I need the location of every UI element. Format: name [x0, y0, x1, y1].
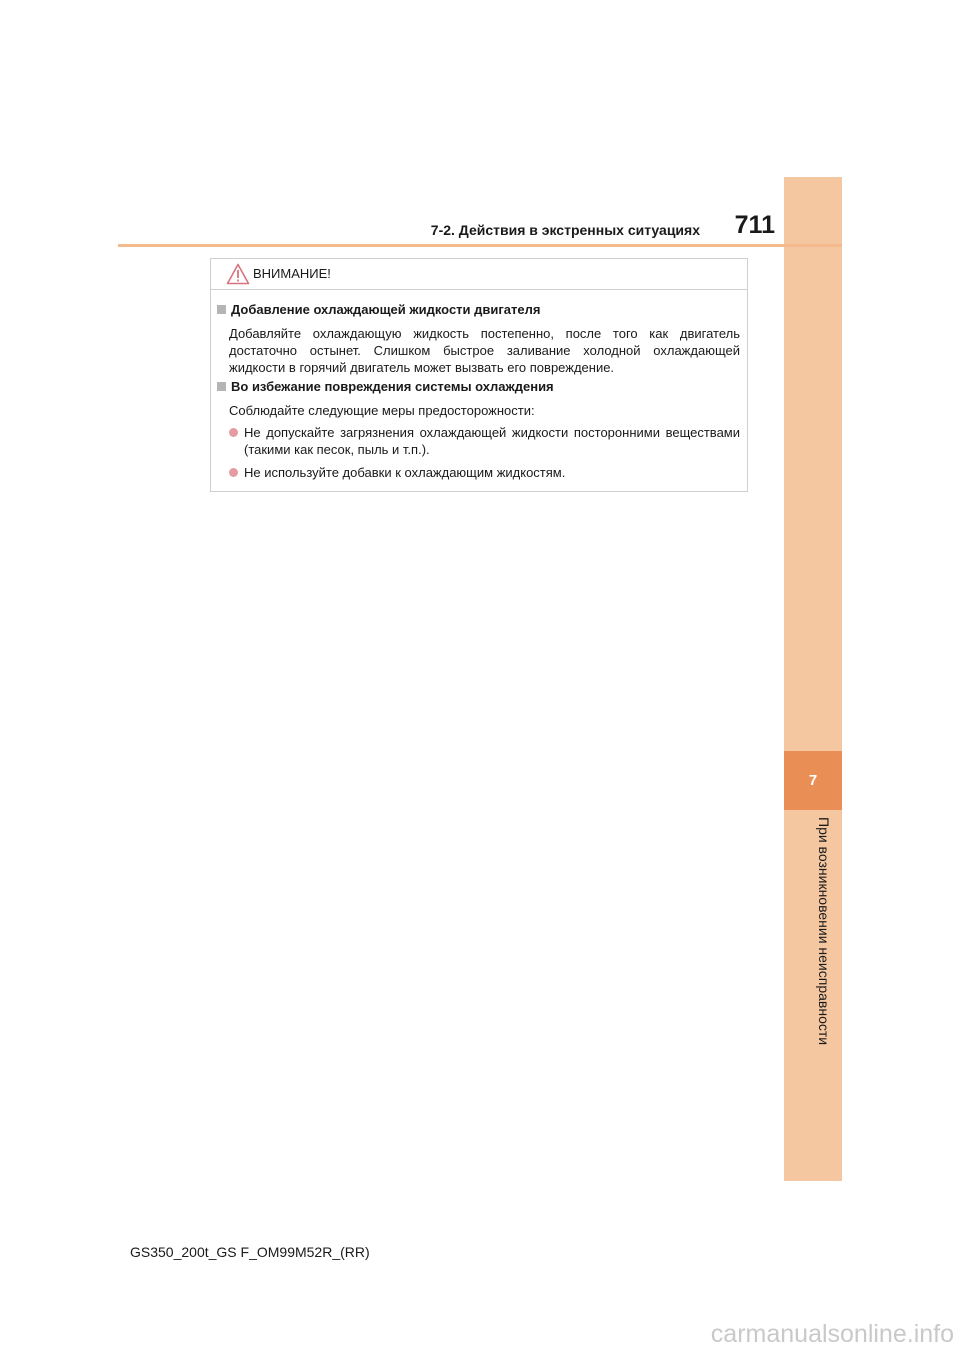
warning-box	[210, 258, 748, 492]
chapter-side-tab	[784, 177, 842, 1181]
round-bullet-icon	[229, 468, 238, 477]
watermark: carmanualsonline.info	[710, 1320, 954, 1348]
warning-title: ВНИМАНИЕ!	[253, 266, 331, 281]
section-heading-text: Добавление охлаждающей жидкости двигателя	[231, 302, 541, 317]
warning-header	[211, 259, 747, 290]
square-bullet-icon	[217, 305, 226, 314]
page-number: 711	[734, 211, 775, 239]
section-heading	[217, 379, 554, 394]
chapter-label: При возникновении неисправности	[816, 817, 832, 1046]
square-bullet-icon	[217, 382, 226, 391]
section-title: 7-2. Действия в экстренных ситуациях	[430, 222, 700, 238]
bullet-item: Не используйте добавки к охлаждающим жидкостям.	[244, 465, 566, 480]
chapter-number: 7	[784, 751, 842, 810]
section-paragraph: Добавляйте охлаждающую жидкость постепенно, после того как двигатель достаточно остынет. Слишком быстрое заливание холодной охлаждающей жидкости в горячий двигатель может вызвать его повреждение.	[229, 326, 740, 375]
round-bullet-icon	[229, 428, 238, 437]
header-rule	[118, 244, 842, 247]
section-paragraph: Соблюдайте следующие меры предосторожности:	[229, 403, 535, 418]
warning-triangle-icon	[226, 263, 250, 285]
document-code: GS350_200t_GS F_OM99M52R_(RR)	[130, 1244, 370, 1260]
bullet-item: Не допускайте загрязнения охлаждающей жидкости посторонними веществами (такими как песок, пыль и т.п.).	[244, 425, 740, 457]
section-heading	[217, 302, 540, 317]
section-heading-text: Во избежание повреждения системы охлаждения	[231, 379, 554, 394]
